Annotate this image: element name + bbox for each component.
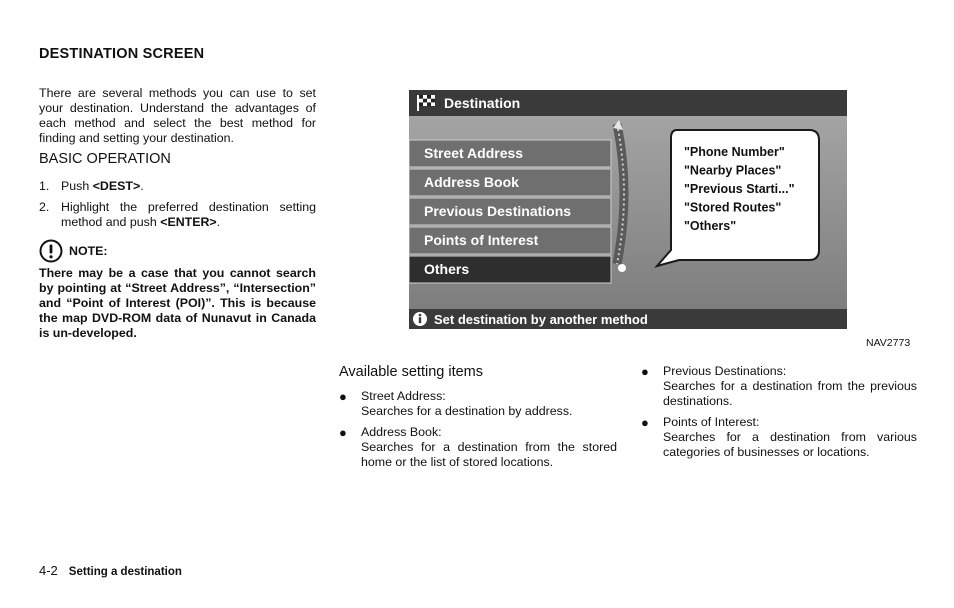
note-header — [39, 239, 108, 263]
popup-item: "Previous Starti..." — [684, 182, 795, 196]
menu-item-label: Previous Destinations — [424, 203, 572, 219]
section-heading: DESTINATION SCREEN — [39, 46, 205, 62]
destination-screen-image — [409, 90, 847, 329]
page-number: 4-2 — [39, 563, 58, 578]
figure-caption: NAV2773 — [866, 337, 911, 349]
bullet-icon: ● — [641, 415, 649, 430]
note-label: NOTE: — [69, 244, 108, 258]
list-item: ● Points of Interest: Searches for a destination from various categories of businesses or locations. — [641, 415, 917, 459]
step-item: 1. Push <DEST>. — [39, 179, 144, 193]
list-item: ● Street Address: Searches for a destination by address. — [339, 389, 573, 418]
steps-list — [39, 179, 316, 236]
bullet-icon: ● — [641, 364, 649, 379]
list-item: ● Previous Destinations: Searches for a destination from the previous destinations. — [641, 364, 917, 408]
bullet-icon: ● — [339, 389, 347, 404]
caution-icon — [39, 239, 63, 263]
menu-item-label: Others — [424, 261, 470, 277]
available-items-left — [339, 389, 617, 476]
key-label: <DEST> — [92, 179, 141, 193]
bullet-icon: ● — [339, 425, 347, 440]
key-label: <ENTER> — [160, 215, 217, 229]
intro-paragraph: There are several methods you can use to set your destination. Understand the advantages of each method and select the best method for finding and setting your destination. — [39, 86, 316, 145]
menu-item-label: Points of Interest — [424, 232, 539, 248]
popup-item: "Phone Number" — [684, 145, 785, 159]
screen-title: Destination — [444, 95, 521, 111]
popup-item: "Nearby Places" — [684, 163, 782, 178]
scroll-position-icon — [618, 264, 626, 272]
list-item: ● Address Book: Searches for a destination from the stored home or the list of stored locations. — [339, 425, 617, 469]
basic-operation-title: BASIC OPERATION — [39, 151, 171, 167]
menu-item-label: Street Address — [424, 145, 524, 161]
menu-item-label: Address Book — [424, 174, 519, 190]
page-footer — [39, 563, 182, 578]
popup-item: "Stored Routes" — [684, 200, 782, 215]
info-icon — [413, 312, 427, 326]
footer-section-title: Setting a destination — [68, 566, 182, 578]
available-items-right — [641, 364, 917, 466]
note-text: There may be a case that you cannot search by pointing at “Street Address”, “Intersection” and “Point of Interest (POI)”. This is because the map DVD-ROM data of Nunavut in Canada is un-developed. — [39, 266, 316, 340]
destination-screen-svg — [409, 90, 847, 329]
popup-item: "Others" — [684, 219, 737, 233]
step-item: 2. Highlight the preferred destination setting method and push <ENTER>. — [39, 200, 316, 229]
available-items-title: Available setting items — [339, 364, 484, 380]
status-text: Set destination by another method — [434, 312, 648, 327]
